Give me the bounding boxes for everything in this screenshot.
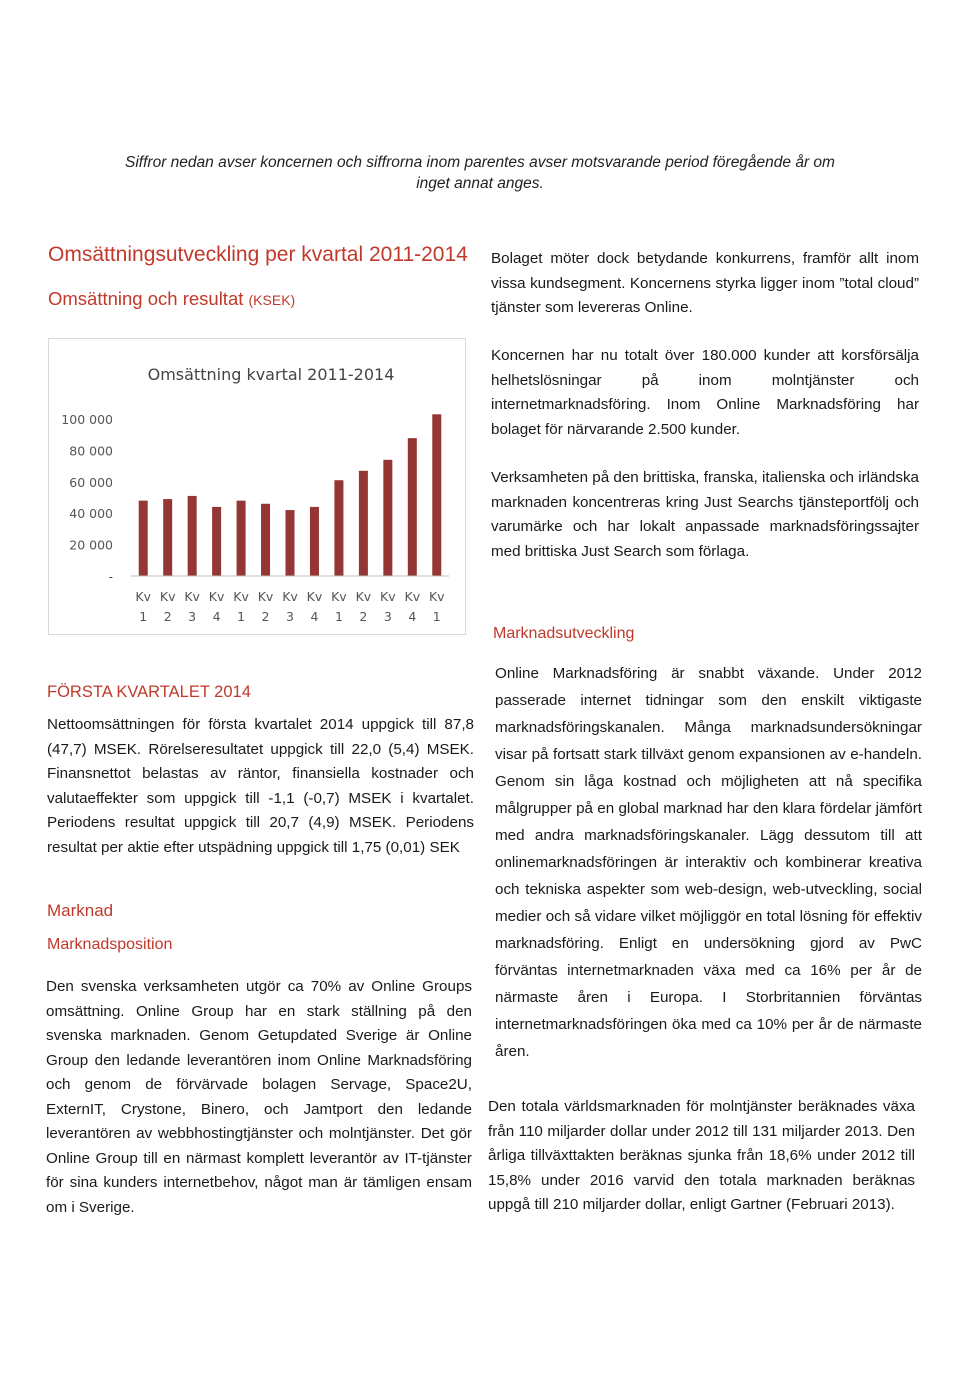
bar — [334, 480, 343, 576]
revenue-chart-svg — [49, 339, 465, 634]
x-tick-label: Kv — [159, 589, 176, 604]
x-tick-label: Kv — [331, 589, 347, 604]
x-tick-label: Kv — [282, 589, 298, 604]
bar — [212, 507, 221, 576]
y-tick-label: 60 000 — [69, 474, 113, 490]
right-paragraph-2: Koncernen har nu totalt över 180.000 kunder att korsförsälja helhetslösningar på inom molntjänster och internetmarknadsföring. Inom Online Marknadsföring har bolaget för närvarande 2.500 kunder. — [491, 347, 919, 438]
market-heading: Marknad — [47, 901, 114, 920]
x-tick-label-number: 4 — [408, 609, 417, 624]
first-quarter-text: Nettoomsättningen för första kvartalet 2014 uppgick till 87,8 (47,7) MSEK. Rörelseresultatet uppgick till 22,0 (5,4) MSEK. Finansnettot belastas av räntor, finansiella kostnader och valutaeffekter som uppgick till -1,1 (-0,7) MSEK i kvartalet. Periodens resultat uppgick till 20,7 (4,9) MSEK. Periodens resultat per aktie efter utspädning uppgick till 1,75 (0,01) SEK — [47, 716, 474, 856]
main-heading: Omsättningsutveckling per kvartal 2011-2014 — [48, 243, 468, 266]
x-tick-label-number: 4 — [310, 609, 319, 624]
x-tick-label: Kv — [404, 589, 421, 604]
x-tick-label: Kv — [428, 589, 445, 604]
first-quarter-heading: FÖRSTA KVARTALET 2014 — [47, 683, 251, 701]
cloud-market-text: Den totala världsmarknaden för molntjänster beräknades växa från 110 miljarder dollar under 2012 till 131 miljarder 2013. Den årliga tillväxttakten beräknas sjunka från 18,6% under 2012 till 15,8% under 2016 varvid den totala marknaden beräknas uppgå till 210 miljarder dollar, enligt Gartner (Februari 2013). — [488, 1098, 915, 1213]
x-tick-label-number: 1 — [334, 609, 343, 624]
y-tick-label: 40 000 — [69, 506, 113, 522]
x-tick-label-number: 1 — [139, 609, 148, 624]
bar — [261, 504, 270, 576]
sub-heading-unit: (KSEK) — [248, 292, 296, 308]
x-tick-label: Kv — [257, 589, 274, 604]
x-tick-label-number: 2 — [261, 609, 270, 624]
x-tick-label-number: 2 — [163, 609, 172, 624]
x-tick-label-number: 3 — [383, 609, 392, 624]
bar — [383, 460, 392, 576]
bar — [163, 499, 172, 576]
bar — [359, 471, 368, 576]
y-tick-label: 100 000 — [61, 412, 113, 427]
bar — [286, 510, 295, 576]
bar — [310, 507, 319, 576]
x-tick-label: Kv — [184, 589, 200, 604]
bar — [408, 438, 417, 576]
bar — [139, 501, 148, 576]
market-position-text: Den svenska verksamheten utgör ca 70% av Online Groups omsättning. Online Group har en stark ställning på den svenska marknaden. Genom Getupdated Sverige är Online Group den ledande leverantören inom Online Marknadsföring och genom de förvärvade bolagen Servage, Space2U, ExternIT, Crystone, Binero, och Jamtport den ledande leverantören av webbhostingtjänster och molntjänster. Det gör Online Group till en närmast komplett leverantör av IT-tjänster för sina kunders internetbehov, något man är tämligen ensam om i Sverige. — [46, 978, 472, 1216]
x-tick-label-number: 2 — [359, 609, 368, 624]
x-tick-label: Kv — [208, 589, 225, 604]
sub-heading-text: Omsättning och resultat — [48, 288, 244, 309]
x-axis-labels — [135, 589, 445, 624]
market-development-heading: Marknadsutveckling — [493, 625, 635, 642]
bar — [188, 496, 197, 576]
intro-line-1: Siffror nedan avser koncernen och siffrorna inom parentes avser motsvarande period föregående år om — [125, 154, 835, 171]
x-tick-label-number: 4 — [212, 609, 221, 624]
x-tick-label-number: 3 — [188, 609, 197, 624]
y-tick-label: 80 000 — [69, 443, 113, 459]
bar — [237, 501, 246, 576]
market-development-text: Online Marknadsföring är snabbt växande. Under 2012 passerade internet tidningar som den enskilt viktigaste marknadsföringskanalen. Många marknadsundersökningar visar på fortsatt stark tillväxt genom expansionen av e-handeln. Genom sin låga kostnad och möjligheten att nå specifika målgrupper på en global marknad har den klara fördelar jämfört med andra marknadsföringskanaler. Lägg dessutom till att onlinemarknadsföringen är interaktiv och kombinerar kreativa och tekniska aspekter som web-design, web-utveckling, social medier och så vidare vilket möjliggör en total lösning för effektiv marknadsföring. Enligt en undersökning gjord av PwC förväntas internetmarknaden växa med ca 16% per år de närmaste åren i Europa. I Storbritannien förväntas internetmarknadsföringen öka med ca 10% per år de närmaste åren. — [495, 665, 922, 1060]
x-tick-label: Kv — [135, 589, 152, 604]
intro-note — [50, 152, 910, 194]
bar — [432, 414, 441, 576]
x-tick-label-number: 1 — [432, 609, 441, 624]
sub-heading — [48, 288, 295, 310]
x-tick-label: Kv — [233, 589, 249, 604]
y-axis-labels — [61, 412, 113, 584]
y-tick-label: 20 000 — [69, 537, 113, 553]
bars — [139, 414, 442, 576]
x-tick-label-number: 3 — [286, 609, 294, 624]
intro-line-2: inget annat anges. — [416, 175, 544, 192]
right-paragraph-1: Bolaget möter dock betydande konkurrens, framför allt inom vissa kundsegment. Koncernens styrka ligger inom ”total cloud” tjänster som levereras Online. — [491, 250, 919, 316]
y-tick-label: - — [108, 569, 113, 584]
x-tick-label: Kv — [355, 589, 372, 604]
chart-title: Omsättning kvartal 2011-2014 — [147, 365, 395, 384]
x-tick-label-number: 1 — [237, 609, 246, 624]
x-tick-label: Kv — [306, 589, 323, 604]
right-paragraph-3: Verksamheten på den brittiska, franska, italienska och irländska marknaden koncentreras kring Just Searchs tjänsteportfölj och varumärke och har lokalt anpassade marknadsföringssajter med brittiska Just Search som förlaga. — [491, 469, 920, 560]
x-tick-label: Kv — [380, 589, 396, 604]
revenue-chart — [48, 338, 466, 635]
market-position-heading: Marknadsposition — [47, 936, 173, 953]
